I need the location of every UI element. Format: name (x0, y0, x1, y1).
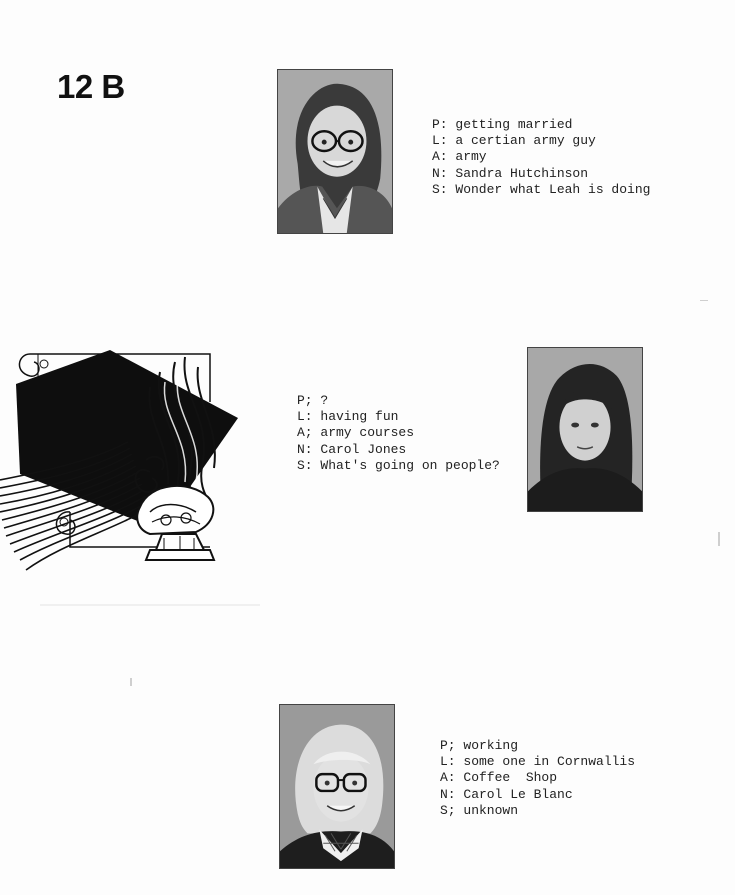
scan-speck (130, 678, 132, 686)
student-photo-1 (277, 69, 393, 234)
entry-line: L: a certian army guy (432, 133, 596, 149)
entry-line: P: getting married (432, 117, 573, 132)
student-photo-3 (279, 704, 395, 869)
entry-line: S: Wonder what Leah is doing (432, 181, 651, 197)
entry-line: S; unknown (440, 802, 519, 818)
entry-line: N: Sandra Hutchinson (432, 165, 589, 181)
entry-line: A: Coffee Shop (440, 770, 558, 786)
student-entry-2 (297, 393, 500, 474)
entry-line: P; working (440, 738, 519, 753)
entry-line: P; ? (297, 393, 329, 408)
student-entry-1 (432, 117, 650, 198)
entry-line: N: Carol Le Blanc (440, 786, 573, 802)
entry-line: A; army courses (297, 425, 415, 441)
entry-line: A: army (432, 149, 487, 165)
entry-line: N: Carol Jones (297, 441, 407, 457)
graduation-emblem-icon (0, 342, 245, 580)
entry-line: L: having fun (297, 409, 399, 425)
scan-speck (700, 300, 708, 301)
student-photo-2 (527, 347, 643, 512)
scan-speck (40, 604, 260, 606)
scan-speck (718, 532, 720, 546)
entry-line: L: some one in Cornwallis (440, 754, 636, 770)
homeroom-heading: 12 B (57, 68, 125, 105)
entry-line: S: What's going on people? (297, 457, 500, 473)
student-entry-3 (440, 738, 635, 819)
